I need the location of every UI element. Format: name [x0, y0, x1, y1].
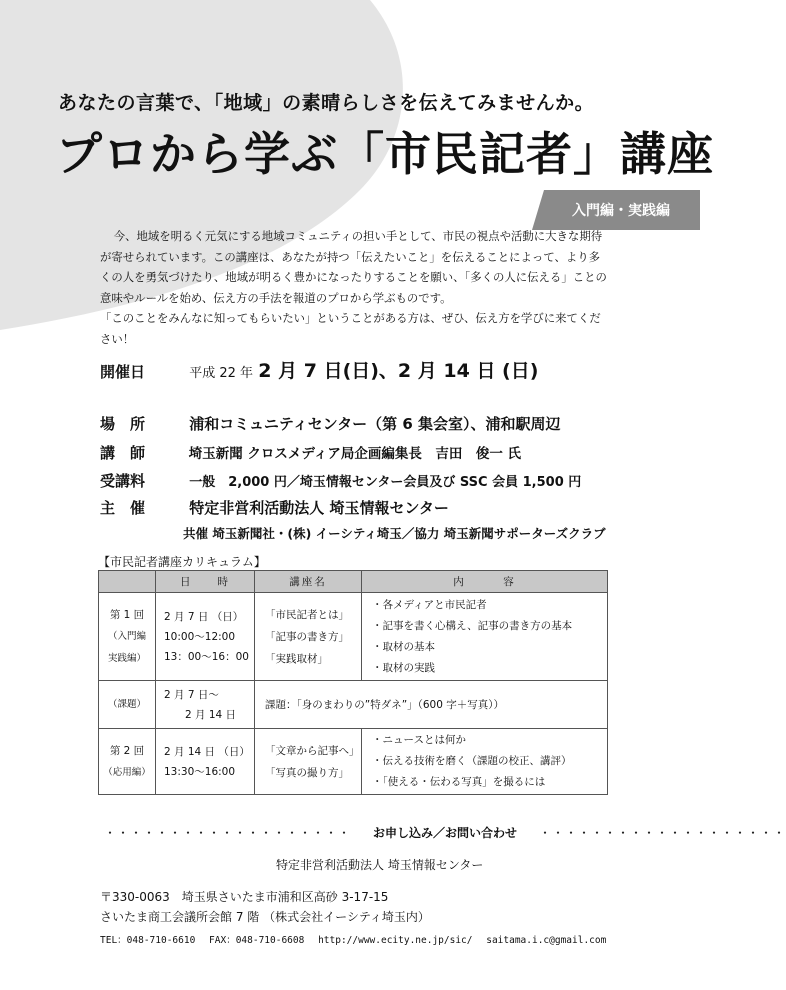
lecturer-row: [100, 442, 521, 463]
header-content: 内 容: [362, 571, 608, 593]
session-name: 第 1 回: [109, 608, 145, 621]
session-sub: （入門編: [107, 630, 146, 642]
course-name: 「実践取材」: [265, 652, 328, 665]
datetime-line: 13：00～16：00: [164, 650, 249, 663]
website-link[interactable]: http://www.ecity.ne.jp/sic/: [318, 935, 473, 946]
content-cell: [362, 593, 608, 681]
content-item: ・ニュースとは何か: [372, 734, 466, 746]
task-text: 課題：「身のまわりの”特ダネ”」（600 字＋写真））: [265, 698, 505, 711]
page-title: プロから学ぶ「市民記者」講座: [56, 127, 714, 181]
host-row: [100, 497, 449, 518]
content-item: ・伝える技術を磨く（課題の校正、講評）: [372, 755, 572, 767]
table-row: [99, 681, 608, 729]
venue-label: 場 所: [100, 415, 146, 433]
dotted-leader-left: ・・・・・・・・・・・・・・・・・・・: [104, 826, 352, 840]
course-name: 「文章から記事へ」: [265, 744, 360, 757]
table-row: [99, 593, 608, 681]
intro-text: [100, 226, 608, 349]
datetime-line: 2 月 7 日 （日）: [164, 610, 244, 623]
course-name: 「市民記者とは」: [265, 608, 349, 621]
course-cell: [255, 593, 362, 681]
fee-row: [100, 470, 581, 491]
date-era: 平成 22 年: [189, 366, 254, 381]
header-session: [99, 571, 156, 593]
host-label: 主 催: [100, 499, 146, 517]
contact-divider: [104, 824, 786, 841]
contact-org: 特定非営利活動法人 埼玉情報センター: [276, 858, 484, 872]
fee-value: 一般 2,000 円／埼玉情報センター会員及び SSC 会員 1,500 円: [189, 475, 582, 490]
header-datetime: 日 時: [156, 571, 255, 593]
task-cell: [255, 681, 608, 729]
tagline: あなたの言葉で、「地域」の素晴らしさを伝えてみませんか。: [58, 92, 595, 114]
cohost-line: 共催 埼玉新聞社・(株) イーシティ埼玉／協力 埼玉新聞サポーターズクラブ: [183, 526, 606, 541]
datetime-line: 2 月 7 日～: [164, 688, 219, 701]
host-value: 特定非営利活動法人 埼玉情報センター: [189, 499, 449, 517]
address-line-1: 〒330-0063 埼玉県さいたま市浦和区高砂 3-17-15: [100, 890, 389, 904]
contact-details: [100, 932, 614, 946]
venue-value: 浦和コミュニティセンター（第 6 集会室）、浦和駅周辺: [189, 415, 561, 433]
lecturer-label: 講 師: [100, 444, 146, 462]
datetime-line: 2 月 14 日 （日）: [164, 745, 250, 758]
session-sub: 実践編）: [107, 652, 146, 664]
datetime-cell: [156, 729, 255, 795]
course-cell: [255, 729, 362, 795]
table-row: [99, 729, 608, 795]
intro-paragraph: 今、地域を明るく元気にする地域コミュニティの担い手として、市民の視点や活動に大きな期待が寄せられています。この講座は、あなたが持つ「伝えたいこと」を伝えることによって、より多くの人を勇気づけたり、地域が明るく豊かになったりすることを願い、「多くの人に伝える」ことの意味やルールを始め、伝え方の手法を報道のプロから学ぶものです。: [100, 229, 607, 305]
fee-label: 受講料: [100, 472, 146, 490]
fax-number: FAX：048-710-6608: [209, 935, 305, 946]
course-name: 「記事の書き方」: [265, 630, 349, 643]
datetime-line: 13:30～16:00: [164, 765, 236, 778]
date-label: 開催日: [100, 363, 146, 381]
phone-number: TEL：048-710-6610: [100, 935, 196, 946]
dotted-leader-right: ・・・・・・・・・・・・・・・・・・・: [539, 826, 786, 840]
date-value: 2 月 7 日(日)、2 月 14 日 (日): [258, 360, 539, 382]
curriculum-table: [98, 570, 608, 795]
content-item: ・各メディアと市民記者: [372, 598, 487, 611]
content-item: ・取材の実践: [372, 661, 435, 674]
session-cell: [99, 729, 156, 795]
contact-heading: お申し込み／お問い合わせ: [373, 826, 518, 840]
session-name: 第 2 回: [109, 744, 145, 757]
content-item: ・記事を書く心構え、記事の書き方の基本: [372, 619, 573, 632]
curriculum-title: 【市民記者講座カリキュラム】: [98, 555, 266, 569]
session-sub: （応用編）: [103, 766, 151, 778]
edition-label: 入門編・実践編: [572, 203, 670, 219]
header-course: 講座名: [255, 571, 362, 593]
content-item: ・取材の基本: [372, 640, 435, 653]
content-item: ・「使える・伝わる写真」を撮るには: [372, 776, 546, 788]
address-line-2: さいたま商工会議所会館 7 階 （株式会社イーシティ埼玉内）: [100, 910, 430, 924]
lecturer-value: 埼玉新聞 クロスメディア局企画編集長 吉田 俊一 氏: [188, 446, 522, 462]
date-row: [100, 356, 538, 383]
datetime-line: 10:00～12:00: [164, 630, 236, 643]
table-header-row: [99, 571, 608, 593]
session-cell: [99, 681, 156, 729]
edition-band: [532, 190, 700, 230]
email-link[interactable]: saitama.i.c@gmail.com: [486, 935, 607, 946]
datetime-cell: [156, 681, 255, 729]
intro-invitation: 「このことをみんなに知ってもらいたい」ということがある方は、ぜひ、伝え方を学びに来てください！: [100, 311, 601, 346]
session-cell: [99, 593, 156, 681]
venue-row: [100, 413, 561, 434]
content-cell: [362, 729, 608, 795]
course-name: 「写真の撮り方」: [265, 766, 349, 779]
datetime-cell: [156, 593, 255, 681]
session-name: （課題）: [107, 698, 146, 710]
datetime-line: 2 月 14 日: [164, 708, 237, 721]
